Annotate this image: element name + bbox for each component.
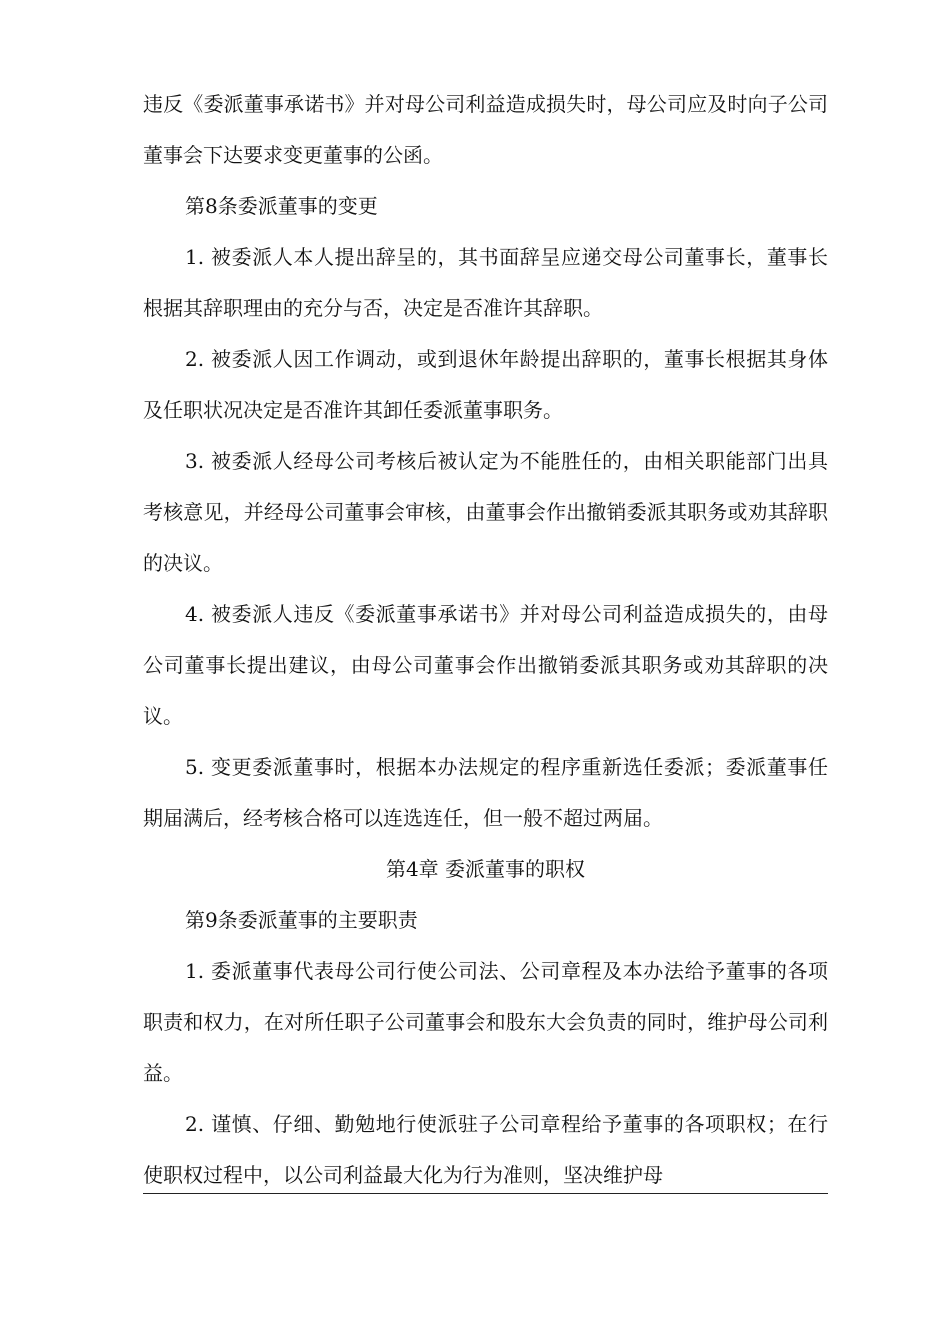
document-body [143, 79, 828, 1201]
article-8-item-4: 4. 被委派人违反《委派董事承诺书》并对母公司利益造成损失的，由母公司董事长提出建议，由母公司董事会作出撤销委派其职务或劝其辞职的决议。 [143, 602, 828, 728]
article-9-item-1: 1. 委派董事代表母公司行使公司法、公司章程及本办法给予董事的各项职责和权力，在对所任职子公司董事会和股东大会负责的同时，维护母公司利益。 [143, 959, 828, 1085]
article-8-item-2: 2. 被委派人因工作调动，或到退休年龄提出辞职的，董事长根据其身体及任职状况决定是否准许其卸任委派董事职务。 [143, 347, 828, 422]
article-8-item-1: 1. 被委派人本人提出辞呈的，其书面辞呈应递交母公司董事长，董事长根据其辞职理由的充分与否，决定是否准许其辞职。 [143, 245, 828, 320]
article-8-heading: 第8条委派董事的变更 [185, 194, 378, 218]
footer-divider [143, 1193, 828, 1194]
article-9-item-2: 2. 谨慎、仔细、勤勉地行使派驻子公司章程给予董事的各项职权；在行使职权过程中，以公司利益最大化为行为准则，坚决维护母 [143, 1112, 828, 1187]
article-9-heading: 第9条委派董事的主要职责 [185, 908, 418, 932]
paragraph-continuation: 违反《委派董事承诺书》并对母公司利益造成损失时，母公司应及时向子公司董事会下达要求变更董事的公函。 [143, 92, 828, 167]
chapter-4-heading: 第4章 委派董事的职权 [385, 857, 586, 881]
article-8-item-3: 3. 被委派人经母公司考核后被认定为不能胜任的，由相关职能部门出具考核意见，并经母公司董事会审核，由董事会作出撤销委派其职务或劝其辞职的决议。 [143, 449, 828, 575]
article-8-item-5: 5. 变更委派董事时，根据本办法规定的程序重新选任委派；委派董事任期届满后，经考核合格可以连选连任，但一般不超过两届。 [143, 755, 828, 830]
